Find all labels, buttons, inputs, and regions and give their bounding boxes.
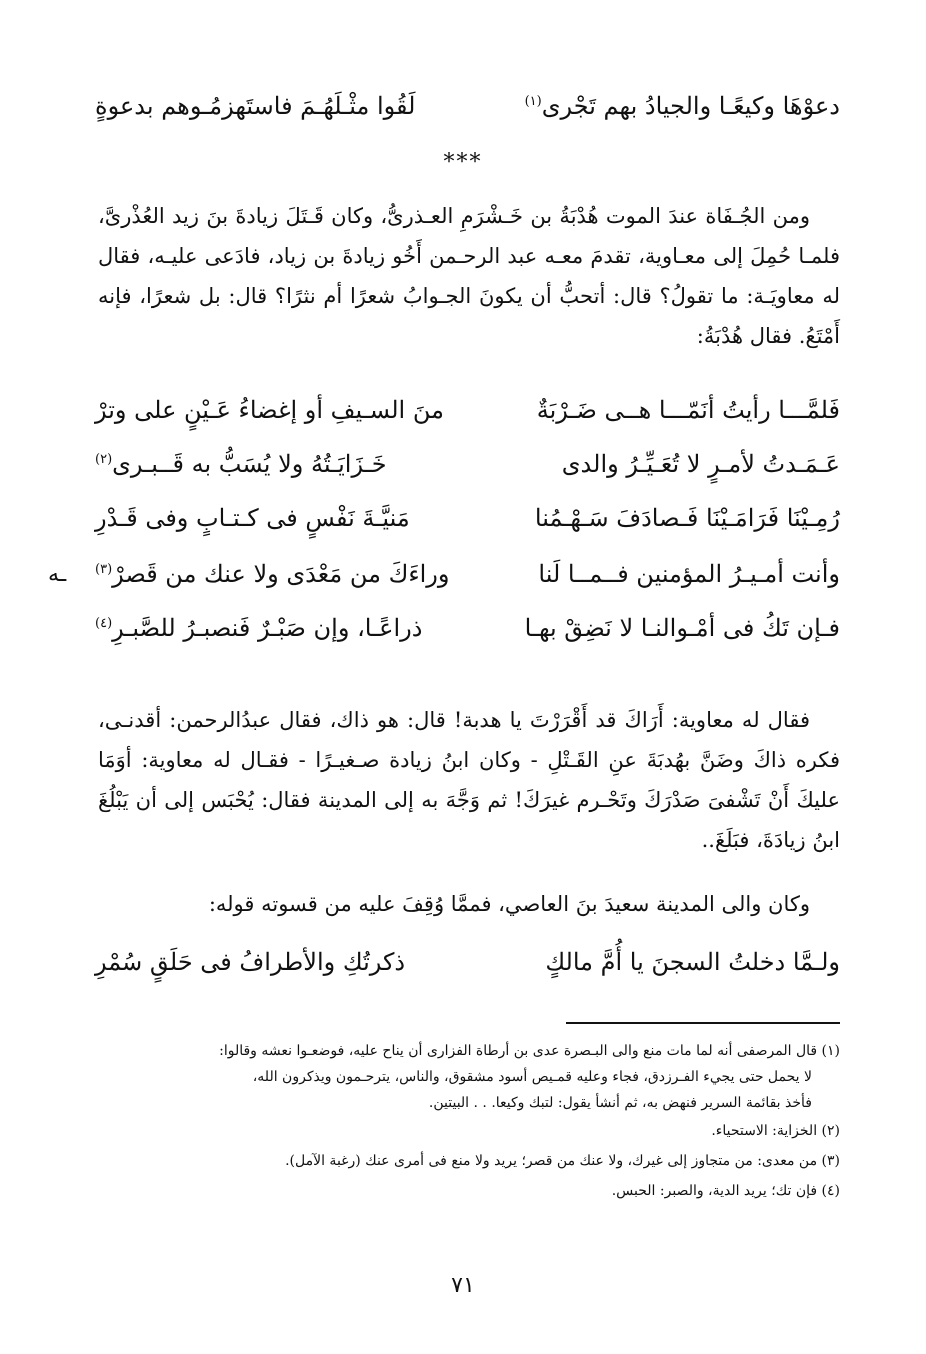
poem-verse-2-left xyxy=(95,450,387,478)
poem-verse-4-right: وأنت أمـيـرُ المؤمنين فــمــا لَنا xyxy=(538,560,840,588)
top-verse-right-hemistich xyxy=(525,92,840,120)
footnote-1-line-1: (١) قال المرصفى أنه لما مات منع والى البـصرة عدى بن أرطاة الفزارى أن يناح عليه، فوضعـوا نعشه وقالوا: xyxy=(219,1043,840,1059)
poem-verse-2-left-text: خَـزَايَـتُهُ ولا يُسَبُّ به قَــبـرى xyxy=(112,450,387,478)
poem-verse-3 xyxy=(95,496,840,540)
poem-verse-1 xyxy=(95,388,840,432)
last-verse-right: ولـمَّا دخلتُ السجنَ يا أُمَّ مالكٍ xyxy=(545,948,840,976)
footnote-1-line-2: لا يحمل حتى يجيء الفـرزدق، فجاء وعليه قمـيص أسود مشقوق، والناس، يترحـمون ويذكرون الله، xyxy=(252,1069,812,1085)
margin-mark: ـه xyxy=(48,562,67,587)
footnote-ref-1: (١) xyxy=(524,94,542,109)
poem-verse-5-left-text: ذراعًـا، وإن صَبْـرٌ فَنصبـرُ للصَّبـرِ xyxy=(112,614,423,642)
poem-verse-5-left xyxy=(95,614,422,642)
last-verse xyxy=(95,940,840,984)
footnote-ref-2: (٢) xyxy=(95,452,113,467)
footnote-divider xyxy=(566,1022,840,1024)
top-verse-left-hemistich: لَقُوا مثْـلَهُـمَ فاستَهزمُـوهم بدعوةٍ xyxy=(95,92,416,120)
poem-verse-1-left-text: منَ السـيفِ أو إغضاءُ عَـيْنٍ على وترْ xyxy=(95,396,444,424)
poem-verse-2 xyxy=(95,442,840,486)
poem-verse-3-right: رُمِـيْنَا فَرَامَـيْنَا فَـصادَفَ سَـهْـمُنا xyxy=(534,504,840,532)
poem-verse-5-right: فـإن تَكُ فى أمْـوالنـا لا نَضِقْ بهـا xyxy=(524,614,840,642)
poem-verse-3-left-text: مَنيَّـةَ نَفْسٍ فى كـتـابٍ وفى قَـدْرِ xyxy=(95,504,410,532)
paragraph-muawiya-dialogue: فقال له معاوية: أَرَاكَ قد أَقْرَرْتَ يا هدبة! قال: هو ذاك، فقال عبدُالرحمن: أقدنـى، فكره ذاكَ وضَنَّ بهُدبَةَ عنِ القَـتْلِ - وكان ابنُ زيادة صـغيـرًا - فقـال له معاوية: أوَمَا عليكَ أَنْ تَشْفىَ صَدْرَكَ وتَحْـرم غيرَكَ! ثم وَجَّهَ به إلى المدينة فقال: يُحْبَس إلى أن يَبْلُغَ ابنُ زيادَةَ، فبَلَغَ.. xyxy=(98,708,840,852)
footnote-ref-3: (٣) xyxy=(95,562,113,577)
page-number: ٧١ xyxy=(451,1273,475,1298)
footnote-4: (٤) فإن تك؛ يريد الدية، والصبر: الحبس. xyxy=(611,1183,840,1199)
poem-verse-5 xyxy=(95,606,840,650)
footnote-2: (٢) الخزاية: الاستحياء. xyxy=(711,1123,840,1139)
poem-verse-4-left xyxy=(95,560,450,588)
footnote-1-line-3: فأخذ بقائمة السرير فنهض به، ثم أنشأ يقول: لتبك وكيعا. . . البيتين. xyxy=(428,1095,812,1111)
last-verse-left: ذكرتُكِ والأطرافُ فى حَلَقٍ سُمْرِ xyxy=(95,948,406,976)
footnote-ref-4: (٤) xyxy=(95,616,113,631)
top-verse xyxy=(95,84,840,128)
section-separator: *** xyxy=(443,150,483,175)
poem-verse-2-right: عَـمَـدتُ لأمـرٍ لا تُعَـيِّـرُ والدى xyxy=(561,450,840,478)
poem-verse-1-left xyxy=(95,396,444,424)
paragraph-intro: ومن الجُـفَاة عندَ الموت هُدْبَةُ بن خَـشْرَمِ العـذرىُّ، وكان قَـتَلَ زيادةَ بنَ زيد العُذْرىَّ، فلمـا حُمِلَ إلى معـاوية، تقدمَ معـه عبد الرحـمن أَخُو زيادةَ بن زياد، فادَعى عليـه، فقال له معاويَـة: ما تقولُ؟ قال: أتحبُّ أن يكونَ الجـوابُ شعرًا أم نثرًا؟ قال: بل شعرًا، فإنه أَمْتَعُ. فقال هُدْبَةُ: xyxy=(98,204,840,348)
poem-verse-4 xyxy=(95,552,840,596)
paragraph-medina-governor: وكان والى المدينة سعيدَ بنَ العاصي، فممَّا وُقِفَ عليه من قسوته قوله: xyxy=(208,892,810,916)
poem-verse-4-left-text: وراءَكَ من مَعْدَى ولا عنك من قَصرْ xyxy=(112,560,450,588)
poem-verse-1-right: فَلمَّـــا رأيتُ أنَمّـــا هــى ضَـرْبَةٌ xyxy=(536,396,840,424)
poem-verse-3-left xyxy=(95,504,410,532)
footnote-3: (٣) من معدى: من متجاوز إلى غيرك، ولا عنك من قصر؛ يريد ولا منع فى أمرى عنك (رغبة الآمل). xyxy=(285,1153,840,1169)
top-verse-right-text: دعوْهَا وكيعًـا والجيادُ بهم تَجْرى xyxy=(541,92,840,120)
